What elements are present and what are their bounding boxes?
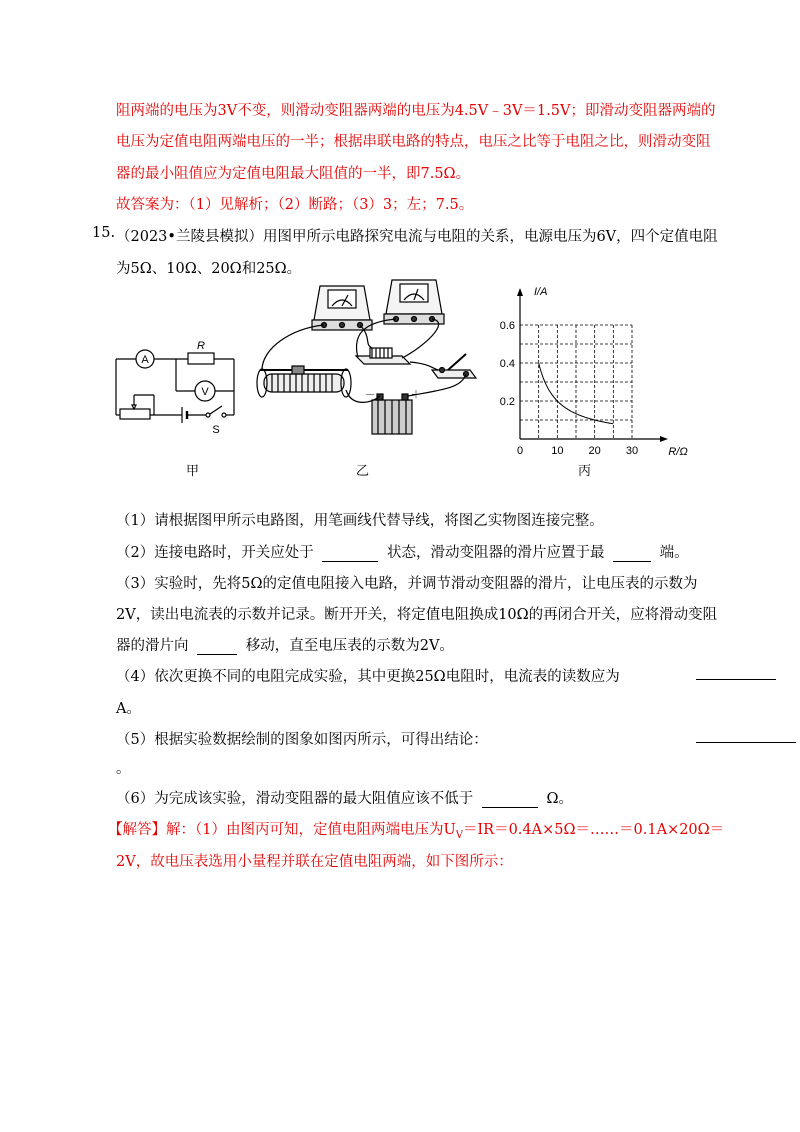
q3-line-3	[116, 634, 454, 655]
x-axis-arrow	[660, 436, 668, 442]
circuit-diagram-jia	[108, 335, 248, 435]
q4-line	[116, 665, 620, 686]
rheostat-symbol	[120, 409, 150, 419]
q3-text-b: 移动，直至电压表的示数为2V。	[245, 638, 454, 654]
y-axis-arrow	[517, 288, 523, 296]
q4-text-a: （4）依次更换不同的电阻完成实验，其中更换25Ω电阻时，电流表的读数应为	[116, 669, 620, 685]
resistor-label: R	[197, 340, 205, 352]
q1-text: （1）请根据图甲所示电路图，用笔画线代替导线，将图乙实物图连接完整。	[116, 513, 604, 529]
x-tick-label: 10	[551, 445, 564, 457]
battery-plus-label: ＋	[410, 389, 422, 401]
q2-text-c: 端。	[659, 545, 689, 561]
q2-line	[116, 541, 689, 562]
q6-text-b: Ω。	[546, 791, 573, 807]
q3-text-a: 器的滑片向	[116, 638, 189, 654]
fixed-resistor-device	[356, 348, 410, 364]
ammeter-label: A	[141, 354, 149, 366]
prev-answer-line-2: 电压为定值电阻两端电压的一半；根据串联电路的特点，电压之比等于电阻之比，则滑动变阻	[116, 134, 711, 150]
switch-device	[432, 354, 476, 378]
solution-subscript: V	[455, 829, 463, 841]
solution-text-1b: ＝IR＝0.4A×5Ω＝……＝0.1A×20Ω＝	[462, 822, 725, 838]
switch-blade	[210, 406, 222, 414]
battery-device	[372, 394, 412, 434]
q3-blank[interactable]	[197, 640, 237, 655]
y-tick-label: 0.4	[499, 358, 515, 370]
solution-line-1	[108, 818, 724, 841]
q2-text-b: 状态，滑动变阻器的滑片应置于最	[386, 545, 605, 561]
y-tick-label: 0.6	[499, 320, 515, 332]
q4-text-b: A。	[116, 701, 141, 717]
q5-blank[interactable]	[696, 728, 796, 743]
x-tick-label: 30	[625, 445, 639, 457]
x-tick-label: 20	[588, 445, 601, 457]
prev-answer-line-1: 阻两端的电压为3V不变，则滑动变阻器两端的电压为4.5V﹣3V＝1.5V；即滑动变阻器两端的	[116, 103, 716, 119]
rheostat-device	[257, 366, 351, 397]
caption-yi: 乙	[356, 464, 370, 479]
q6-line	[116, 787, 573, 808]
q6-text-a: （6）为完成该实验，滑动变阻器的最大阻值应该不低于	[116, 791, 474, 807]
x-tick-label: 0	[516, 445, 524, 457]
question-stem-2: 为5Ω、10Ω、20Ω和25Ω。	[116, 261, 302, 277]
q5-text-b: 。	[116, 761, 131, 777]
chart-grid	[520, 325, 632, 439]
q6-blank[interactable]	[482, 793, 538, 808]
q3-line-1: （3）实验时，先将5Ω的定值电阻接入电路，并调节滑动变阻器的滑片，让电压表的示数为	[116, 576, 698, 592]
q2-blank-1[interactable]	[322, 547, 378, 562]
solution-text-1: 解：（1）由图丙可知，定值电阻两端电压为U	[166, 822, 456, 838]
question-stem-1: （2023•兰陵县模拟）用图甲所示电路探究电流与电阻的关系，电源电压为6V，四个定值电阻	[116, 229, 718, 245]
voltmeter-label: V	[201, 386, 209, 398]
switch-label: S	[212, 424, 220, 435]
q3-line-2: 2V，读出电流表的示数并记录。断开开关，将定值电阻换成10Ω的再闭合开关，应将滑动变阻	[116, 607, 718, 623]
caption-bing: 丙	[578, 464, 592, 479]
solution-tag: 【解答】	[108, 822, 166, 838]
ammeter-device	[312, 286, 372, 330]
q2-text-a: （2）连接电路时，开关应处于	[116, 545, 314, 561]
apparatus-diagram-yi	[252, 278, 482, 443]
caption-jia: 甲	[186, 464, 200, 479]
current-resistance-chart	[490, 284, 700, 464]
solution-line-2: 2V，故电压表选用小量程并联在定值电阻两端，如下图所示：	[116, 854, 513, 870]
y-axis-label: I/A	[534, 286, 548, 298]
q2-blank-2[interactable]	[613, 547, 651, 562]
prev-answer-line-3: 器的最小阻值应为定值电阻最大阻值的一半，即7.5Ω。	[116, 166, 471, 182]
y-tick-label: 0.2	[499, 396, 515, 408]
battery-minus-label: －	[364, 389, 376, 401]
prev-answer-line-4: 故答案为：（1）见解析；（2）断路；（3）3；左；7.5。	[116, 197, 474, 213]
question-number: 15.	[92, 225, 116, 241]
voltmeter-device	[384, 280, 444, 324]
x-axis-label: R/Ω	[668, 446, 688, 458]
resistor-symbol	[188, 353, 214, 364]
q5-text-a: （5）根据实验数据绘制的图象如图丙所示，可得出结论：	[116, 732, 488, 748]
q4-blank[interactable]	[696, 665, 776, 680]
